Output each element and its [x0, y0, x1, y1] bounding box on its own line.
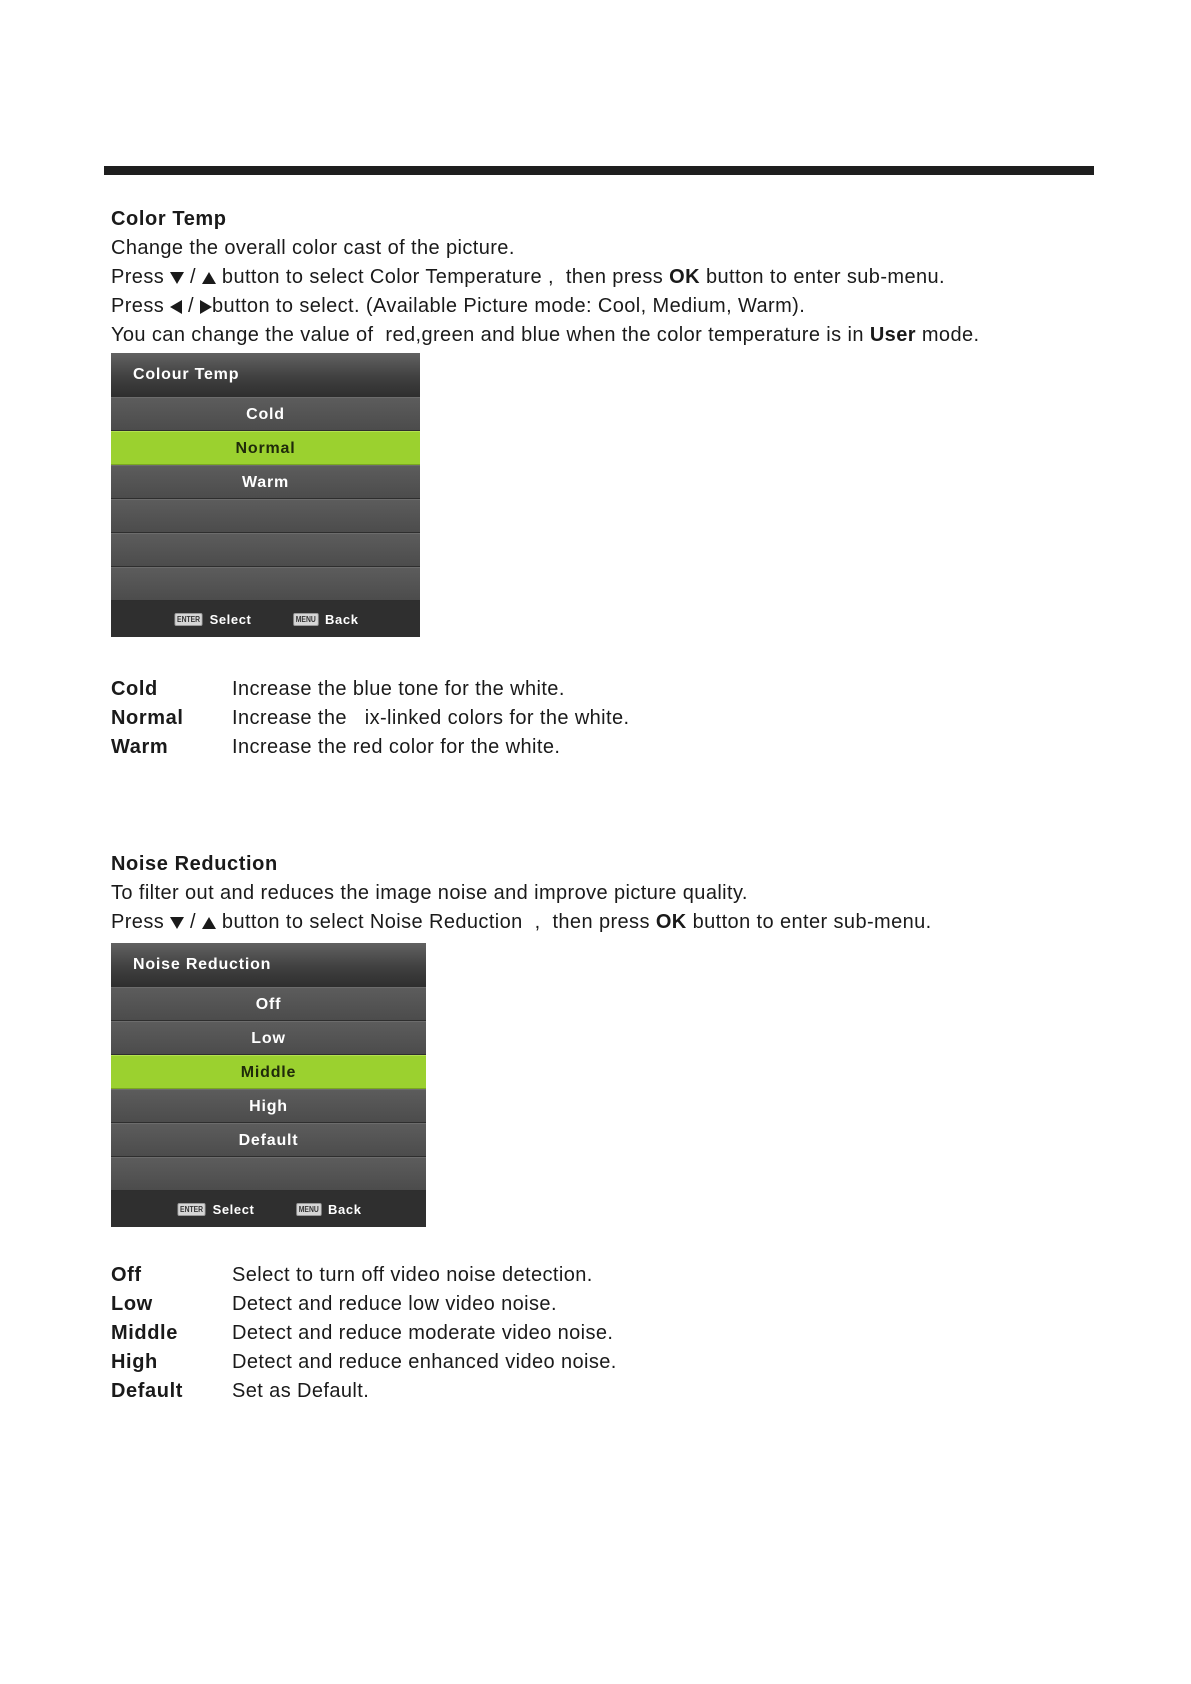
select-hint[interactable]: ENTER Select — [175, 1202, 254, 1217]
menu-item-empty — [111, 1157, 426, 1191]
color-temp-desc: Change the overall color cast of the picture. — [111, 237, 515, 259]
select-hint[interactable]: ENTER Select — [172, 612, 251, 627]
menu-item-empty — [111, 533, 420, 567]
definition-row: Off Select to turn off video noise detection. — [111, 1264, 593, 1286]
menu-footer — [111, 601, 420, 637]
noise-reduction-menu — [111, 943, 426, 1227]
menu-item-cold[interactable]: Cold — [111, 397, 420, 431]
header-rule — [104, 166, 1094, 175]
color-temp-instruction-2: Press / button to select. (Available Picture mode: Cool, Medium, Warm). — [111, 295, 806, 317]
down-arrow-icon — [170, 917, 184, 929]
definition-row: Cold Increase the blue tone for the white. — [111, 678, 565, 700]
menu-item-empty — [111, 567, 420, 601]
menu-item-empty — [111, 499, 420, 533]
definition-row: Normal Increase the ix-linked colors for the white. — [111, 707, 630, 729]
noise-reduction-definitions — [111, 1261, 811, 1406]
right-arrow-icon — [200, 300, 212, 314]
menu-key-icon: MENU — [294, 613, 319, 626]
definition-row: High Detect and reduce enhanced video noise. — [111, 1351, 617, 1373]
back-hint[interactable]: MENU Back — [294, 1202, 361, 1217]
up-arrow-icon — [202, 272, 216, 284]
left-arrow-icon — [170, 300, 182, 314]
definition-row: Default Set as Default. — [111, 1380, 370, 1402]
noise-reduction-title: Noise Reduction — [111, 853, 278, 875]
color-temp-section — [111, 205, 1111, 350]
color-temp-instruction-1: Press / button to select Color Temperature , then press OK button to enter sub-menu. — [111, 266, 945, 288]
definition-row: Middle Detect and reduce moderate video noise. — [111, 1322, 614, 1344]
enter-key-icon: ENTER — [175, 613, 203, 626]
menu-key-icon: MENU — [297, 1203, 322, 1216]
noise-reduction-menu-title: Noise Reduction — [111, 943, 426, 987]
up-arrow-icon — [202, 917, 216, 929]
menu-item-high[interactable]: High — [111, 1089, 426, 1123]
menu-item-middle[interactable]: Middle — [111, 1055, 426, 1089]
color-temp-title: Color Temp — [111, 208, 227, 230]
colour-temp-menu — [111, 353, 420, 637]
definition-row: Low Detect and reduce low video noise. — [111, 1293, 557, 1315]
color-temp-definitions — [111, 675, 811, 762]
back-hint[interactable]: MENU Back — [291, 612, 358, 627]
noise-reduction-desc: To filter out and reduces the image noise and improve picture quality. — [111, 882, 748, 904]
menu-item-off[interactable]: Off — [111, 987, 426, 1021]
menu-item-low[interactable]: Low — [111, 1021, 426, 1055]
definition-row: Warm Increase the red color for the white. — [111, 736, 561, 758]
colour-temp-menu-title: Colour Temp — [111, 353, 420, 397]
menu-item-warm[interactable]: Warm — [111, 465, 420, 499]
menu-item-normal[interactable]: Normal — [111, 431, 420, 465]
menu-footer — [111, 1191, 426, 1227]
noise-reduction-instruction: Press / button to select Noise Reduction , then press OK button to enter sub-menu. — [111, 911, 932, 933]
noise-reduction-section — [111, 850, 1111, 937]
enter-key-icon: ENTER — [178, 1203, 206, 1216]
menu-item-default[interactable]: Default — [111, 1123, 426, 1157]
color-temp-instruction-3: You can change the value of red,green and blue when the color temperature is in User mode. — [111, 324, 980, 346]
down-arrow-icon — [170, 272, 184, 284]
